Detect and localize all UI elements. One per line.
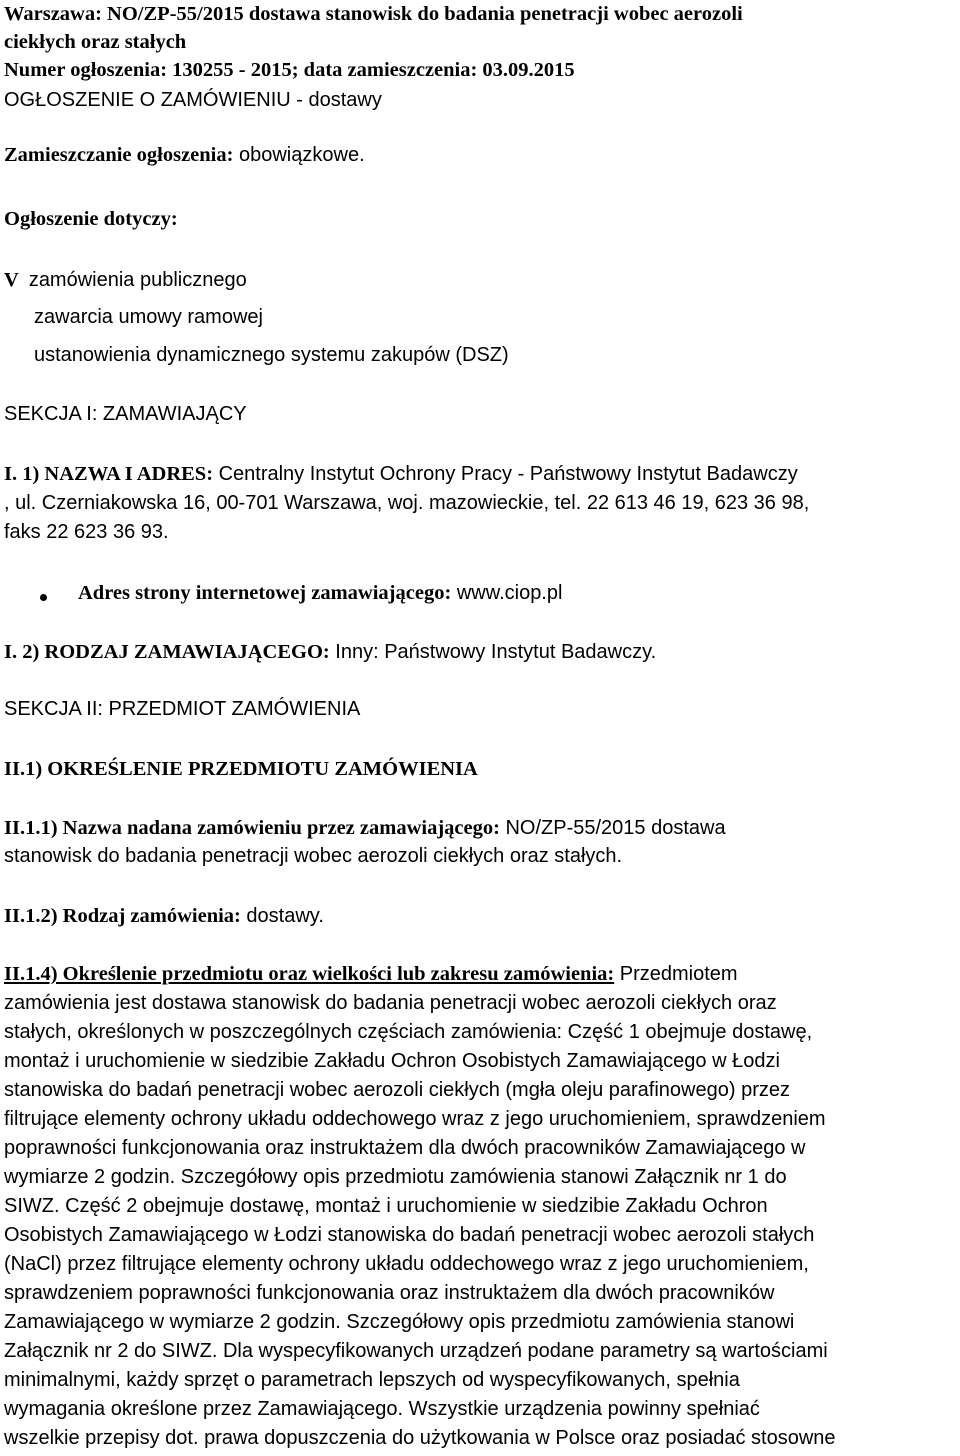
scope-line: stałych, określonych w poszczególnych częściach zamówienia: Część 1 obejmuje dostawę, <box>4 1021 813 1043</box>
scope-line: filtrujące elementy ochrony układu oddechowego wraz z jego uruchomieniem, sprawdzeniem <box>4 1108 826 1130</box>
contract-kind-line <box>4 902 324 930</box>
authority-name: Centralny Instytut Ochrony Pracy - Państwowy Instytut Badawczy <box>213 463 798 485</box>
contracting-authority-line-2: , ul. Czerniakowska 16, 00-701 Warszawa, woj. mazowieckie, tel. 22 613 46 19, 623 36 98, <box>4 492 810 514</box>
section-1-heading: SEKCJA I: ZAMAWIAJĄCY <box>4 403 247 425</box>
scope-first-words: Przedmiotem <box>614 963 738 985</box>
bullet-icon <box>40 594 47 601</box>
placement-label: Zamieszczanie ogłoszenia: <box>4 144 234 166</box>
scope-line: Załącznik nr 2 do SIWZ. Dla wyspecyfikowanych urządzeń podane parametry są wartościami <box>4 1340 828 1362</box>
scope-line: wymiarze 2 godzin. Szczegółowy opis przedmiotu zamówienia stanowi Załącznik nr 1 do <box>4 1166 787 1188</box>
concerns-option-framework: zawarcia umowy ramowej <box>34 306 263 328</box>
website-label: Adres strony internetowej zamawiającego: <box>78 582 452 604</box>
authority-type-value: Inny: Państwowy Instytut Badawczy. <box>329 641 657 663</box>
contracting-authority-line-1 <box>4 460 798 488</box>
scope-line: (NaCl) przez filtrujące elementy ochrony układu oddechowego wraz z jego uruchomieniem, <box>4 1253 809 1275</box>
concerns-option-public <box>4 266 247 294</box>
notice-number-line: Numer ogłoszenia: 130255 - 2015; data zamieszczenia: 03.09.2015 <box>4 59 575 81</box>
scope-line: poprawności funkcjonowania oraz instruktażem dla dwóch pracowników Zamawiającego w <box>4 1137 806 1159</box>
authority-type-line <box>4 638 656 666</box>
notice-type: OGŁOSZENIE O ZAMÓWIENIU - dostawy <box>4 89 382 111</box>
scope-line: SIWZ. Część 2 obejmuje dostawę, montaż i uruchomienie w siedzibie Zakładu Ochron <box>4 1195 768 1217</box>
document-title-line-1: Warszawa: NO/ZP-55/2015 dostawa stanowisk do badania penetracji wobec aerozoli <box>4 3 743 25</box>
website-line <box>78 579 562 607</box>
scope-line: stanowiska do badań penetracji wobec aerozoli ciekłych (mgła oleju parafinowego) przez <box>4 1079 790 1101</box>
scope-line: wymagania określone przez Zamawiającego. Wszystkie urządzenia powinny spełniać <box>4 1398 760 1420</box>
contract-name-line-2: stanowisk do badania penetracji wobec aerozoli ciekłych oraz stałych. <box>4 845 623 867</box>
contracting-authority-line-3: faks 22 623 36 93. <box>4 521 169 543</box>
scope-line-1 <box>4 960 738 988</box>
concerns-option-dsz: ustanowienia dynamicznego systemu zakupów (DSZ) <box>34 344 509 366</box>
contract-name-label: II.1.1) Nazwa nadana zamówieniu przez zamawiającego: <box>4 817 500 839</box>
section-2-heading: SEKCJA II: PRZEDMIOT ZAMÓWIENIA <box>4 698 361 720</box>
check-mark-icon: V <box>4 269 19 291</box>
name-address-label: I. 1) NAZWA I ADRES: <box>4 463 214 485</box>
concerns-heading: Ogłoszenie dotyczy: <box>4 208 178 230</box>
scope-line: montaż i uruchomienie w siedzibie Zakładu Ochron Osobistych Zamawiającego w Łodzi <box>4 1050 780 1072</box>
scope-line: wszelkie przepisy dot. prawa dopuszczenia do użytkowania w Polsce oraz posiadać stosowne <box>4 1427 836 1449</box>
scope-line: Osobistych Zamawiającego w Łodzi stanowiska do badań penetracji wobec aerozoli stałych <box>4 1224 815 1246</box>
document-title-line-2: ciekłych oraz stałych <box>4 31 187 53</box>
scope-label: II.1.4) Określenie przedmiotu oraz wielkości lub zakresu zamówienia: <box>4 963 615 985</box>
contract-kind-value: dostawy. <box>240 905 324 927</box>
scope-line: zamówienia jest dostawa stanowisk do badania penetracji wobec aerozoli ciekłych oraz <box>4 992 777 1014</box>
placement-value: obowiązkowe. <box>233 144 365 166</box>
concerns-option-label: zamówienia publicznego <box>28 269 247 291</box>
scope-line: minimalnymi, każdy sprzęt o parametrach lepszych od wyspecyfikowanych, spełnia <box>4 1369 740 1391</box>
contract-name-line-1 <box>4 814 726 842</box>
subject-definition-heading: II.1) OKREŚLENIE PRZEDMIOTU ZAMÓWIENIA <box>4 758 478 780</box>
authority-type-label: I. 2) RODZAJ ZAMAWIAJĄCEGO: <box>4 641 330 663</box>
website-link[interactable]: www.ciop.pl <box>451 582 563 604</box>
scope-line: Zamawiającego w wymiarze 2 godzin. Szczegółowy opis przedmiotu zamówienia stanowi <box>4 1311 795 1333</box>
scope-line: sprawdzeniem poprawności funkcjonowania oraz instruktażem dla dwóch pracowników <box>4 1282 775 1304</box>
placement-line <box>4 141 365 169</box>
contract-name-value: NO/ZP-55/2015 dostawa <box>499 817 726 839</box>
contract-kind-label: II.1.2) Rodzaj zamówienia: <box>4 905 241 927</box>
